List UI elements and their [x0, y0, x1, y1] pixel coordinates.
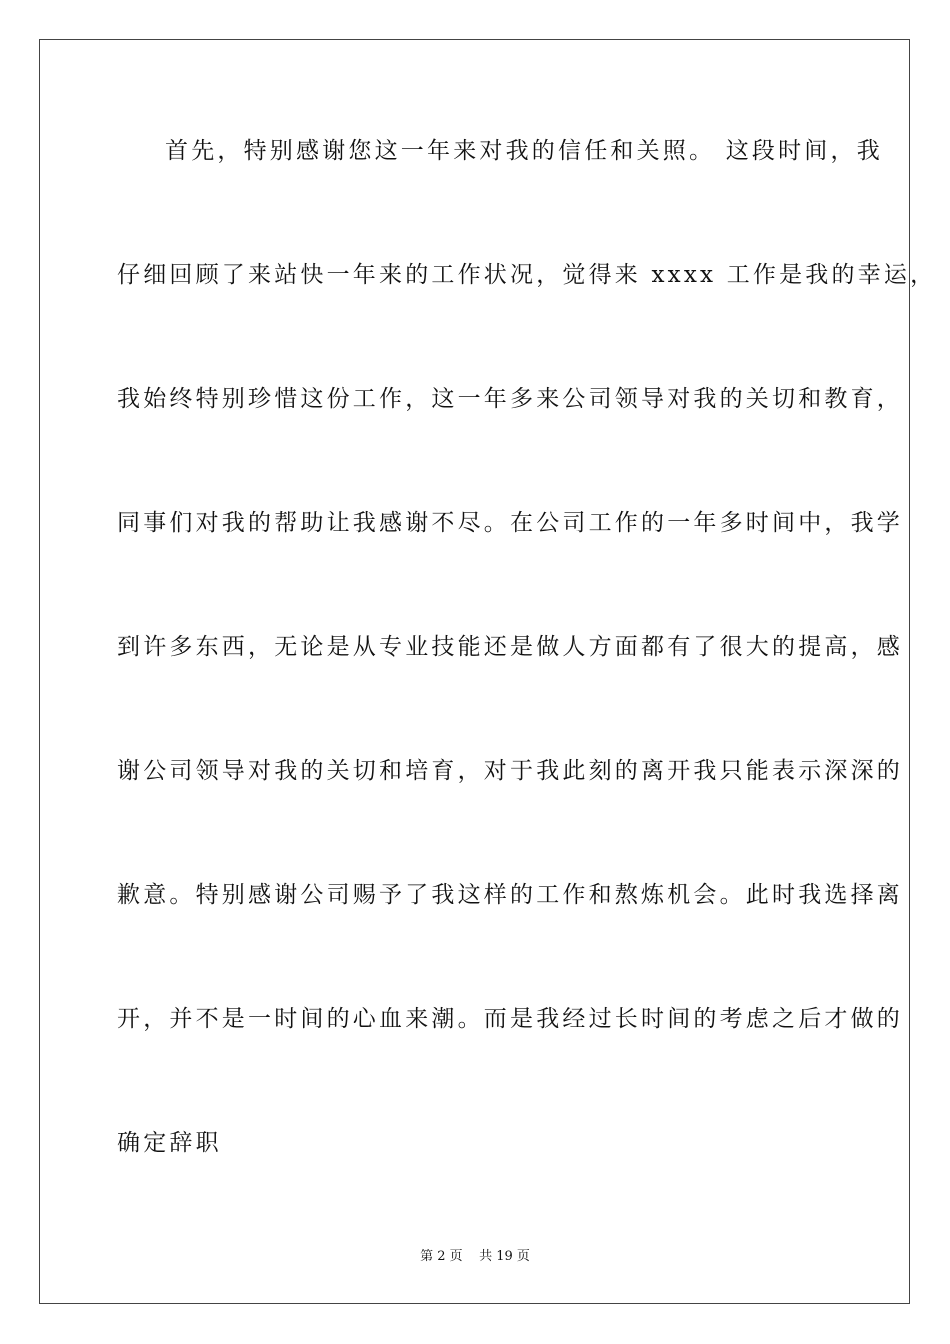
paragraph-line-7: 歉意。特别感谢公司赐予了我这样的工作和熬炼机会。此时我选择离 [117, 882, 903, 908]
paragraph-line-2: 仔细回顾了来站快一年来的工作状况，觉得来 xxxx 工作是我的幸运， [117, 262, 937, 288]
paragraph-line-8: 开，并不是一时间的心血来潮。而是我经过长时间的考虑之后才做的 [117, 1006, 903, 1032]
page-frame [39, 39, 937, 1304]
paragraph-line-1: 首先，特别感谢您这一年来对我的信任和关照。 这段时间，我 [165, 138, 883, 164]
paragraph-line-3: 我始终特别珍惜这份工作，这一年多来公司领导对我的关切和教育， [117, 386, 903, 412]
paragraph-line-4: 同事们对我的帮助让我感谢不尽。在公司工作的一年多时间中，我学 [117, 510, 903, 536]
paragraph-line-9: 确定辞职 [117, 1130, 222, 1156]
paragraph-line-5: 到许多东西，无论是从专业技能还是做人方面都有了很大的提高，感 [117, 634, 903, 660]
paragraph-line-6: 谢公司领导对我的关切和培育，对于我此刻的离开我只能表示深深的 [117, 758, 903, 784]
page-number-footer: 第 2 页 共 19 页 [420, 1249, 530, 1264]
